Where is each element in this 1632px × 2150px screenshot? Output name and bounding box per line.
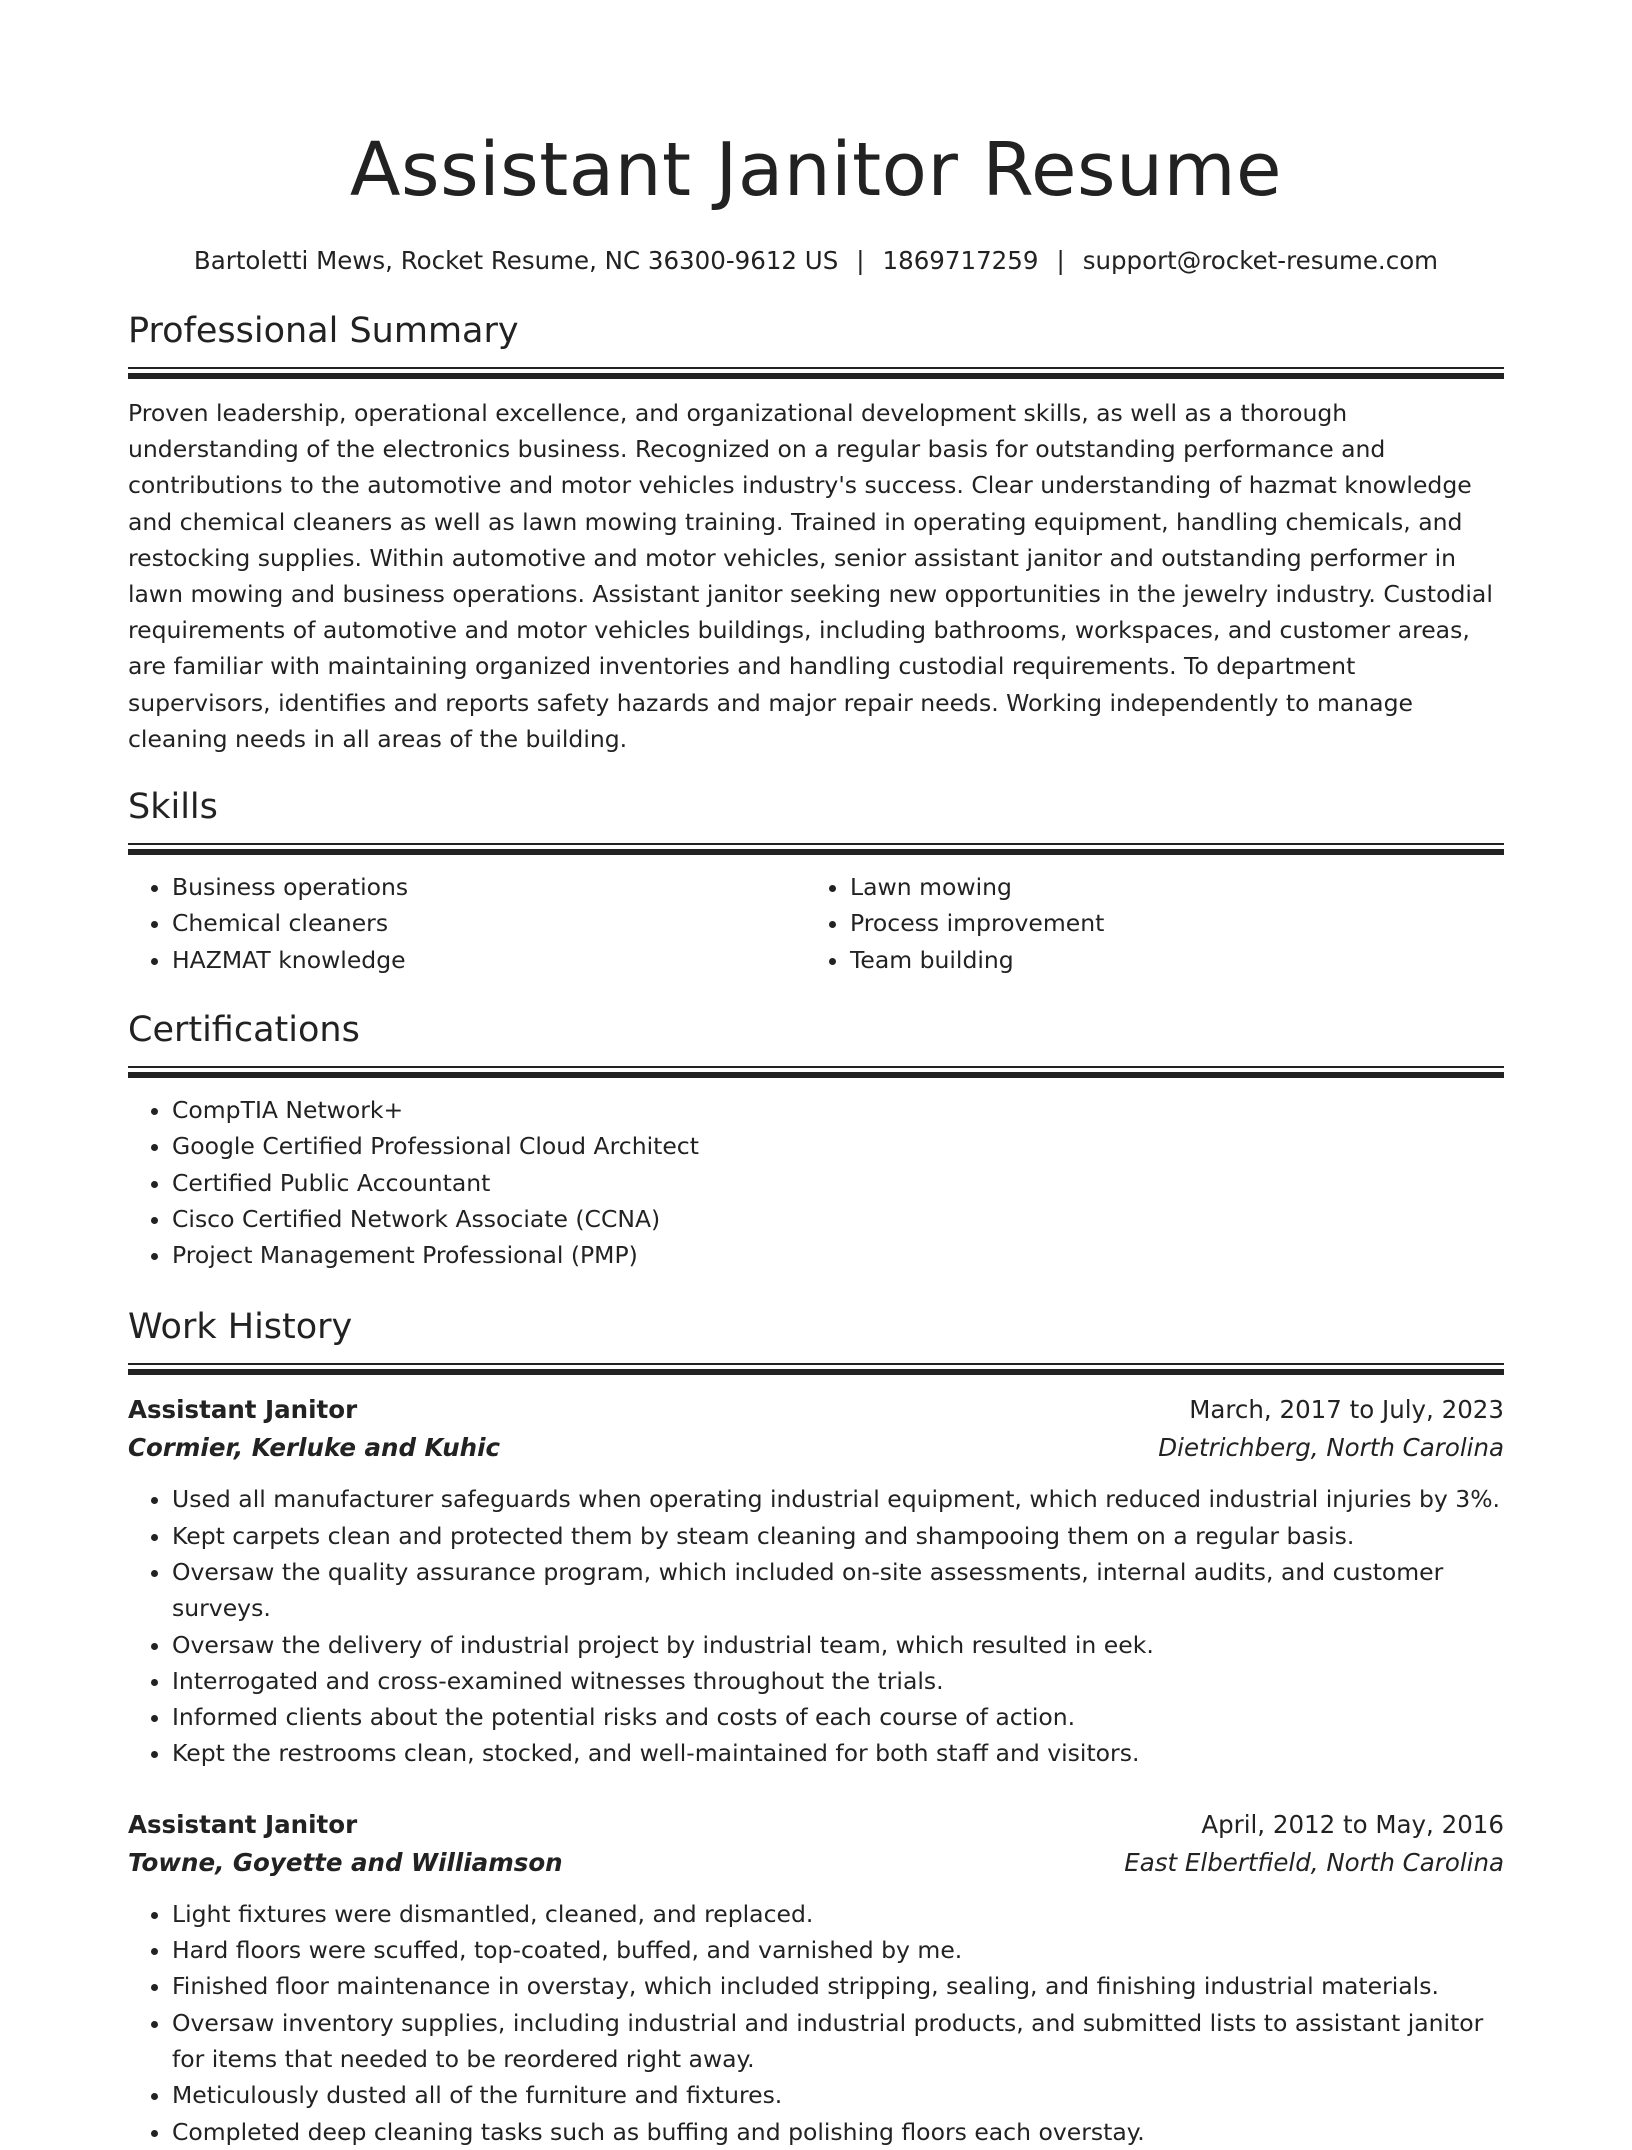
job-bullets (128, 1481, 1504, 1771)
certification-item: • Project Management Professional (PMP) (172, 1237, 1504, 1273)
certification-item: • Certified Public Accountant (172, 1165, 1504, 1201)
section-divider (128, 367, 1504, 379)
summary-text: Proven leadership, operational excellence, and organizational development skills, as well as a thorough understanding of the electronics business. Recognized on a regular basis for outstanding performance and contributions to the automotive and motor vehicles industry's success. Clear understanding of hazmat knowledge and chemical cleaners as well as lawn mowing training. Trained in operating equipment, handling chemicals, and restocking supplies. Within automotive and motor vehicles, senior assistant janitor and outstanding performer in lawn mowing and business operations. Assistant janitor seeking new opportunities in the jewelry industry. Custodial requirements of automotive and motor vehicles buildings, including bathrooms, workspaces, and customer areas, are familiar with maintaining organized inventories and handling custodial requirements. To department supervisors, identifies and reports safety hazards and major repair needs. Working independently to manage cleaning needs in all areas of the building. (128, 399, 1493, 753)
certifications-list (128, 1092, 1504, 1273)
certification-item: • CompTIA Network+ (172, 1092, 1504, 1128)
job-bullet: • Interrogated and cross-examined witnesses throughout the trials. (172, 1663, 1504, 1699)
job-header (128, 1391, 1504, 1429)
page-title: Assistant Janitor Resume (349, 127, 1283, 213)
section-heading-certifications: Certifications (128, 1009, 360, 1050)
job-bullet: • Kept the restrooms clean, stocked, and well-maintained for both staff and visitors. (172, 1735, 1504, 1771)
job-company: Towne, Goyette and Williamson (128, 1847, 563, 1877)
certifications-section (128, 1006, 1504, 1273)
job-dates: April, 2012 to May, 2016 (1201, 1809, 1504, 1839)
job-location: East Elbertfield, North Carolina (1124, 1847, 1504, 1877)
job-bullet: • Informed clients about the potential risks and costs of each course of action. (172, 1699, 1504, 1735)
job-bullet: • Completed deep cleaning tasks such as buffing and polishing floors each overstay. (172, 2114, 1504, 2150)
job-title: Assistant Janitor (128, 1809, 358, 1839)
job-entry (128, 1806, 1504, 2150)
skill-item: • Lawn mowing (850, 869, 1548, 905)
job-bullet: • Light fixtures were dismantled, cleaned, and replaced. (172, 1896, 1504, 1932)
skills-list-left (128, 869, 806, 978)
section-heading-skills: Skills (128, 787, 218, 828)
job-subheader (128, 1844, 1504, 1882)
summary-section (128, 307, 1504, 757)
job-bullet: • Hard floors were scuffed, top-coated, buffed, and varnished by me. (172, 1932, 1504, 1968)
certification-item: • Cisco Certified Network Associate (CCNA) (172, 1201, 1504, 1237)
work-history-section (128, 1303, 1504, 2149)
job-bullet: • Oversaw the delivery of industrial project by industrial team, which resulted in eek. (172, 1627, 1504, 1663)
skill-item: • Chemical cleaners (172, 905, 806, 941)
certification-item: • Google Certified Professional Cloud Architect (172, 1128, 1504, 1164)
skill-item: • Process improvement (850, 905, 1548, 941)
contact-line (128, 244, 1504, 278)
contact-email: support@rocket-resume.com (1082, 246, 1439, 275)
section-divider (128, 843, 1504, 855)
section-heading-summary: Professional Summary (128, 311, 519, 351)
skill-item: • Business operations (172, 869, 806, 905)
resume-page (128, 0, 1504, 2150)
job-bullet: • Oversaw the quality assurance program, which included on-site assessments, internal audits, and customer surveys. (172, 1554, 1504, 1627)
job-company: Cormier, Kerluke and Kuhic (128, 1433, 500, 1463)
skills-grid (128, 855, 1504, 978)
job-bullet: • Kept carpets clean and protected them by steam cleaning and shampooing them on a regular basis. (172, 1518, 1504, 1554)
job-entry (128, 1391, 1504, 1771)
job-title: Assistant Janitor (128, 1395, 358, 1425)
section-divider (128, 1066, 1504, 1078)
skill-item: • Team building (850, 942, 1548, 978)
skill-item: • HAZMAT knowledge (172, 942, 806, 978)
contact-separator: | (856, 246, 865, 275)
job-bullet: • Finished floor maintenance in overstay, which included stripping, sealing, and finishing industrial materials. (172, 1968, 1504, 2004)
job-dates: March, 2017 to July, 2023 (1189, 1395, 1504, 1425)
job-location: Dietrichberg, North Carolina (1158, 1433, 1504, 1463)
job-bullet: • Meticulously dusted all of the furniture and fixtures. (172, 2077, 1504, 2113)
section-divider (128, 1363, 1504, 1375)
contact-address: Bartoletti Mews, Rocket Resume, NC 36300-9612 US (193, 246, 839, 275)
skills-list-right (806, 869, 1548, 978)
job-header (128, 1806, 1504, 1844)
contact-phone: 1869717259 (882, 246, 1039, 275)
skills-section (128, 783, 1504, 978)
job-bullet: • Oversaw inventory supplies, including industrial and industrial products, and submitted lists to assistant janitor for items that needed to be reordered right away. (172, 2005, 1504, 2078)
contact-separator: | (1056, 246, 1065, 275)
job-bullet: • Used all manufacturer safeguards when operating industrial equipment, which reduced industrial injuries by 3%. (172, 1481, 1504, 1517)
section-heading-work-history: Work History (128, 1307, 353, 1348)
job-subheader (128, 1429, 1504, 1467)
